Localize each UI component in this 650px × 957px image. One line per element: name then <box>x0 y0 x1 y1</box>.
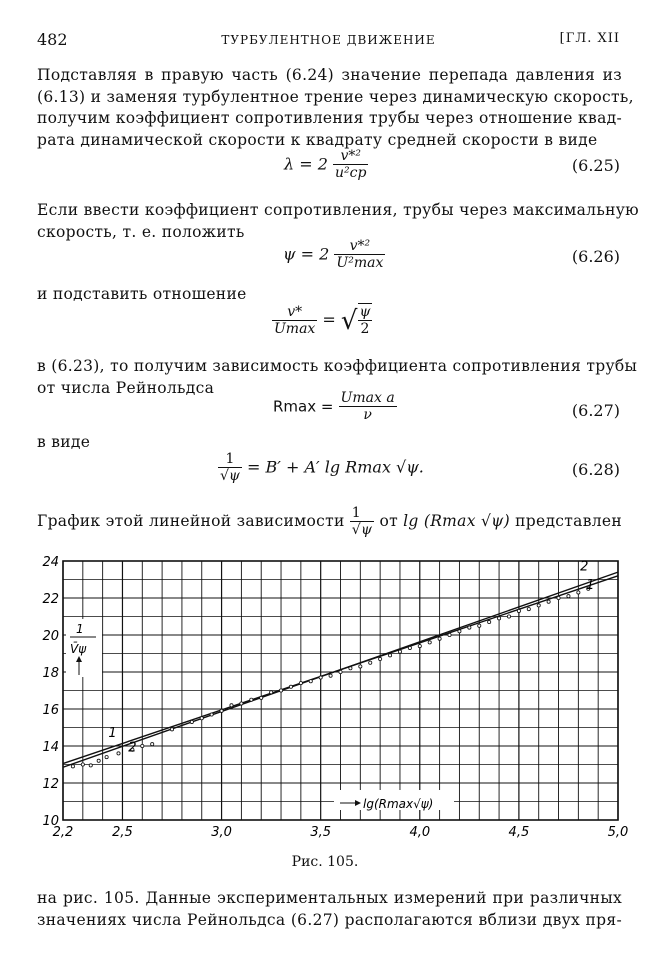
text-line: на рис. 105. Данные экспериментальных измерений при различных <box>37 889 622 907</box>
data-point <box>250 698 253 701</box>
equation-number: (6.26) <box>571 247 620 266</box>
data-point <box>349 667 352 670</box>
inline-fraction <box>350 505 375 539</box>
x-tick-label: 5,0 <box>607 825 629 840</box>
curve-label: 2 <box>128 740 137 756</box>
eq-lhs: ψ = 2 <box>283 244 330 264</box>
text-line: Подставляя в правую часть (6.24) значение перепада давления из <box>37 66 622 84</box>
eq-denominator: ν <box>363 407 372 423</box>
text-fragment: от <box>379 512 398 531</box>
eq-numerator: v*² <box>334 238 385 255</box>
eq-numerator: v*² <box>333 148 368 165</box>
equation-6-27 <box>273 390 397 424</box>
x-tick-labels <box>53 825 629 840</box>
eq-denominator: Umax <box>274 320 316 337</box>
eq-numerator: v* <box>272 304 317 321</box>
data-point <box>260 696 263 699</box>
figure-105-chart <box>30 553 630 853</box>
eq-fraction <box>339 390 397 424</box>
text-line: значениях числа Рейнольдса (6.27) располагаются вблизи двух пря- <box>37 910 622 929</box>
data-point <box>567 595 570 598</box>
x-label-text: lg(Rmax√ψ) <box>363 797 434 811</box>
data-point <box>488 620 491 623</box>
x-tick-label: 2,5 <box>112 825 133 840</box>
chart-grid <box>63 561 618 820</box>
data-point <box>81 763 84 766</box>
x-tick-label: 2,2 <box>52 825 74 840</box>
data-point <box>557 596 560 599</box>
curve-label: 2 <box>580 559 589 575</box>
equation-number: (6.28) <box>571 460 620 479</box>
paragraph-7 <box>37 888 622 931</box>
y-tick-label: 14 <box>42 740 59 755</box>
data-point <box>289 685 292 688</box>
x-tick-label: 4,0 <box>409 825 431 840</box>
data-point <box>547 600 550 603</box>
paragraph-2 <box>37 200 639 243</box>
eq-denominator: √ψ <box>220 468 240 484</box>
data-point <box>388 654 391 657</box>
data-point <box>309 680 312 683</box>
text-line: получим коэффициент сопротивления трубы через отношение квад- <box>37 109 622 127</box>
data-point <box>497 617 500 620</box>
data-point <box>329 674 332 677</box>
y-label-den: V̄ψ <box>70 642 87 656</box>
data-point <box>299 682 302 685</box>
data-point <box>71 765 74 768</box>
equation-number: (6.25) <box>571 156 620 175</box>
x-tick-label: 3,5 <box>310 825 332 840</box>
text-line: (6.13) и заменяя турбулентное трение через динамическую скорость, <box>37 87 634 106</box>
data-point <box>240 702 243 705</box>
y-tick-label: 12 <box>42 777 59 792</box>
eq-fraction <box>272 304 317 338</box>
equation-6-25 <box>284 148 368 182</box>
data-point <box>190 720 193 723</box>
data-point <box>200 717 203 720</box>
text-line: в (6.23), то получим зависимость коэффициента сопротивления трубы <box>37 357 638 375</box>
data-point <box>230 704 233 707</box>
eq-rhs: = B′ + A′ lg Rmax √ψ. <box>247 457 424 477</box>
data-point <box>379 657 382 660</box>
y-label-num: 1 <box>76 622 84 636</box>
text-fragment: представлен <box>515 512 622 531</box>
y-tick-label: 18 <box>42 666 59 681</box>
eq-fraction <box>218 451 242 485</box>
eq-equals: = <box>322 310 336 329</box>
data-point <box>279 689 282 692</box>
data-point <box>339 670 342 673</box>
y-tick-label: 24 <box>42 555 59 570</box>
page-number: 482 <box>37 30 68 49</box>
text-line: в виде <box>37 433 91 451</box>
text-line: и подставить отношение <box>37 285 247 303</box>
data-point <box>170 728 173 731</box>
data-point <box>577 591 580 594</box>
data-point <box>89 764 92 767</box>
eq-denominator: √ψ <box>351 522 373 538</box>
eq-denominator: u²ср <box>335 165 367 181</box>
y-tick-label: 16 <box>42 703 59 718</box>
curve-label: 1 <box>586 577 595 593</box>
chapter-label: [ГЛ. XII <box>559 31 620 46</box>
eq-numerator: Umax a <box>340 390 395 406</box>
sqrt-icon: √ <box>340 305 358 336</box>
eq-fraction <box>333 148 368 182</box>
y-tick-labels <box>42 555 59 829</box>
text-line <box>37 505 622 539</box>
data-point <box>448 633 451 636</box>
eq-lhs: Rmax = <box>273 397 334 416</box>
running-title: ТУРБУЛЕНТНОЕ ДВИЖЕНИЕ <box>221 33 436 47</box>
data-point <box>270 691 273 694</box>
data-point <box>117 752 120 755</box>
data-point <box>141 744 144 747</box>
data-point <box>97 759 100 762</box>
data-point <box>418 645 421 648</box>
data-point <box>458 630 461 633</box>
data-point <box>319 676 322 679</box>
text-line: скорость, т. е. положить <box>37 222 245 241</box>
paragraph-6 <box>37 505 622 539</box>
eq-fraction <box>334 238 385 272</box>
x-tick-label: 4,5 <box>508 825 530 840</box>
paragraph-1 <box>37 65 634 151</box>
text-line: от числа Рейнольдса <box>37 378 215 397</box>
data-point <box>468 626 471 629</box>
data-point <box>517 609 520 612</box>
eq-denominator: U²max <box>336 255 384 271</box>
y-tick-label: 22 <box>42 592 59 607</box>
eq-numerator: 1 <box>218 451 242 468</box>
data-point <box>105 756 108 759</box>
data-point <box>398 650 401 653</box>
text-fragment: График этой линейной зависимости <box>37 512 345 531</box>
eq-denominator: 2 <box>360 321 370 337</box>
figure-caption: Рис. 105. <box>291 854 359 870</box>
data-point <box>507 615 510 618</box>
data-point <box>369 661 372 664</box>
data-point <box>478 624 481 627</box>
equation-number: (6.27) <box>571 401 620 420</box>
data-point <box>220 709 223 712</box>
x-axis-label <box>334 790 454 811</box>
data-point <box>537 604 540 607</box>
equation-ratio <box>272 303 372 338</box>
data-point <box>438 637 441 640</box>
inline-expression: lg (Rmax √ψ) <box>403 512 510 531</box>
y-tick-label: 10 <box>42 814 59 829</box>
chart-points <box>71 587 590 768</box>
data-point <box>408 646 411 649</box>
text-line: Если ввести коэффициент сопротивления, трубы через максимальную <box>37 201 639 219</box>
equation-6-28 <box>218 451 424 485</box>
x-tick-label: 3,0 <box>211 825 232 840</box>
y-tick-label: 20 <box>42 629 59 644</box>
y-axis-label <box>66 619 102 677</box>
running-header <box>37 30 620 50</box>
text-line: рата динамической скорости к квадрату средней скорости в виде <box>37 130 598 149</box>
eq-lhs: λ = 2 <box>284 154 328 174</box>
equation-6-26 <box>283 238 385 272</box>
data-point <box>359 665 362 668</box>
data-point <box>428 641 431 644</box>
eq-numerator: 1 <box>350 505 375 522</box>
eq-numerator: ψ <box>359 304 371 320</box>
eq-sqrt-fraction <box>358 303 373 338</box>
data-point <box>527 608 530 611</box>
data-point <box>151 743 154 746</box>
data-point <box>210 713 213 716</box>
curve-label: 1 <box>108 725 117 741</box>
